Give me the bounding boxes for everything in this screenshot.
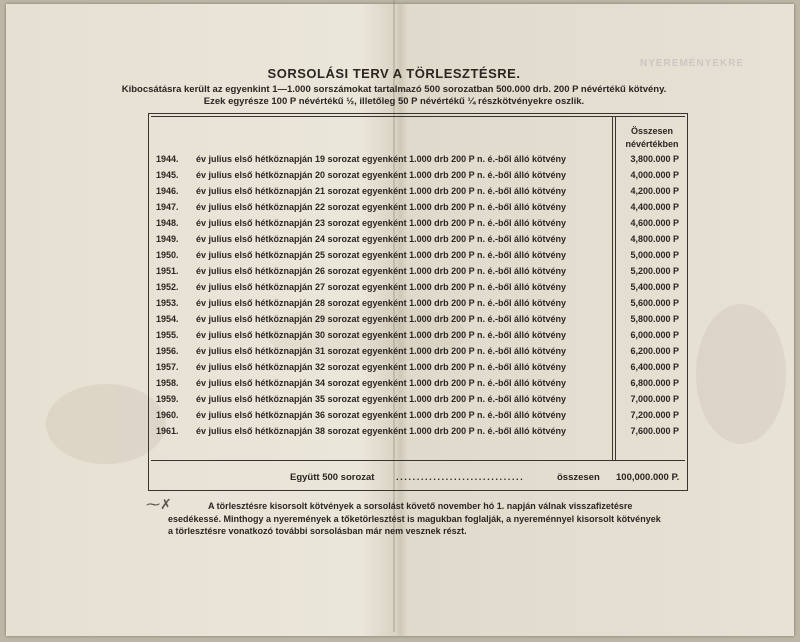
row-amount: 4,400.000 P [630, 202, 679, 212]
footnote-line-2: esedékessé. Minthogy a nyeremények a tőketörlesztést is magukban foglalják, a nyereménnyel kisorsolt kötvények [168, 513, 661, 524]
footnote-line-3: a törlesztésre vonatkozó további sorsolásban már nem vesznek részt. [168, 526, 467, 536]
row-text: év julius első hétköznapján 21 sorozat egyenként 1.000 drb 200 P n. é.-ből álló kötvény [196, 186, 566, 196]
total-leader-dots: ............................... [396, 472, 525, 483]
total-amount: 100,000.000 P. [616, 472, 680, 483]
row-amount: 5,200.000 P [630, 266, 679, 276]
row-amount: 7,200.000 P [630, 410, 679, 420]
row-amount: 6,400.000 P [630, 362, 679, 372]
show-through-text: NYEREMÉNYEKRE [640, 58, 745, 69]
table-row [0, 410, 788, 426]
row-year: 1952. [156, 282, 179, 292]
intro-line-2: Ezek egyrésze 100 P névértékű ½, illetőleg 50 P névértékű ¼ részkötvényekre oszlik. [203, 96, 585, 107]
table-row [0, 154, 788, 170]
row-text: év julius első hétköznapján 34 sorozat egyenként 1.000 drb 200 P n. é.-ből álló kötvény [196, 378, 566, 388]
row-text: év julius első hétköznapján 23 sorozat egyenként 1.000 drb 200 P n. é.-ből álló kötvény [196, 218, 566, 228]
row-year: 1958. [156, 378, 179, 388]
row-text: év julius első hétköznapján 22 sorozat egyenként 1.000 drb 200 P n. é.-ből álló kötvény [196, 202, 566, 212]
table-row [0, 250, 788, 266]
row-amount: 4,800.000 P [630, 234, 679, 244]
footnote [168, 500, 728, 538]
row-year: 1956. [156, 346, 179, 356]
row-text: év julius első hétköznapján 26 sorozat egyenként 1.000 drb 200 P n. é.-ből álló kötvény [196, 266, 566, 276]
column-header-line-1: Összesen [630, 126, 674, 136]
row-amount: 6,800.000 P [630, 378, 679, 388]
row-text: év julius első hétköznapján 30 sorozat egyenként 1.000 drb 200 P n. é.-ből álló kötvény [196, 330, 566, 340]
row-year: 1944. [156, 154, 179, 164]
row-text: év julius első hétköznapján 32 sorozat egyenként 1.000 drb 200 P n. é.-ből álló kötvény [196, 362, 566, 372]
table-row [0, 394, 788, 410]
row-amount: 5,800.000 P [630, 314, 679, 324]
pencil-mark-icon: ⁓✗ [146, 496, 172, 512]
total-osszesen: összesen [557, 472, 600, 483]
row-year: 1949. [156, 234, 179, 244]
table-row [0, 218, 788, 234]
row-year: 1953. [156, 298, 179, 308]
row-text: év julius első hétköznapján 31 sorozat egyenként 1.000 drb 200 P n. é.-ből álló kötvény [196, 346, 566, 356]
row-amount: 6,000.000 P [630, 330, 679, 340]
row-text: év julius első hétköznapján 25 sorozat egyenként 1.000 drb 200 P n. é.-ből álló kötvény [196, 250, 566, 260]
row-year: 1948. [156, 218, 179, 228]
row-amount: 3,800.000 P [630, 154, 679, 164]
table-row [0, 234, 788, 250]
document-title: SORSOLÁSI TERV A TÖRLESZTÉSRE. [267, 66, 521, 81]
table-row [0, 330, 788, 346]
row-year: 1959. [156, 394, 179, 404]
table-row [0, 186, 788, 202]
table-row [0, 314, 788, 330]
row-amount: 5,600.000 P [630, 298, 679, 308]
row-text: év julius első hétköznapján 28 sorozat egyenként 1.000 drb 200 P n. é.-ből álló kötvény [196, 298, 566, 308]
row-text: év julius első hétköznapján 29 sorozat egyenként 1.000 drb 200 P n. é.-ből álló kötvény [196, 314, 566, 324]
row-year: 1961. [156, 426, 179, 436]
row-amount: 6,200.000 P [630, 346, 679, 356]
column-header-line-2: névértékben [625, 139, 679, 149]
row-text: év julius első hétköznapján 35 sorozat egyenként 1.000 drb 200 P n. é.-ből álló kötvény [196, 394, 566, 404]
row-amount: 7,600.000 P [630, 426, 679, 436]
row-amount: 4,000.000 P [630, 170, 679, 180]
row-year: 1960. [156, 410, 179, 420]
total-separator [151, 460, 685, 461]
row-year: 1945. [156, 170, 179, 180]
row-year: 1955. [156, 330, 179, 340]
row-text: év julius első hétköznapján 20 sorozat egyenként 1.000 drb 200 P n. é.-ből álló kötvény [196, 170, 566, 180]
row-year: 1954. [156, 314, 179, 324]
row-amount: 7,000.000 P [630, 394, 679, 404]
total-label: Együtt 500 sorozat [290, 472, 375, 483]
row-text: év julius első hétköznapján 24 sorozat egyenként 1.000 drb 200 P n. é.-ből álló kötvény [196, 234, 566, 244]
row-amount: 5,400.000 P [630, 282, 679, 292]
row-text: év julius első hétköznapján 38 sorozat egyenként 1.000 drb 200 P n. é.-ből álló kötvény [196, 426, 566, 436]
table-row [0, 282, 788, 298]
row-amount: 4,600.000 P [630, 218, 679, 228]
table-row [0, 346, 788, 362]
footnote-line-1: A törlesztésre kisorsolt kötvények a sorsolást követő november hó 1. napján válnak visszafizetésre [208, 501, 633, 511]
row-amount: 4,200.000 P [630, 186, 679, 196]
table-row [0, 170, 788, 186]
row-year: 1957. [156, 362, 179, 372]
table-row [0, 378, 788, 394]
intro-line-1: Kibocsátásra került az egyenkint 1—1.000 sorszámokat tartalmazó 500 sorozatban 500.000 drb. 200 P névértékű kötvény. [121, 84, 667, 95]
table-top-rule [151, 116, 685, 117]
row-amount: 5,000.000 P [630, 250, 679, 260]
amount-column-header [616, 125, 688, 151]
row-year: 1950. [156, 250, 179, 260]
row-year: 1947. [156, 202, 179, 212]
table-row [0, 298, 788, 314]
row-year: 1951. [156, 266, 179, 276]
table-row [0, 202, 788, 218]
table-row [0, 426, 788, 442]
row-text: év julius első hétköznapján 19 sorozat egyenként 1.000 drb 200 P n. é.-ből álló kötvény [196, 154, 566, 164]
table-row [0, 266, 788, 282]
row-text: év julius első hétköznapján 27 sorozat egyenként 1.000 drb 200 P n. é.-ből álló kötvény [196, 282, 566, 292]
row-year: 1946. [156, 186, 179, 196]
row-text: év julius első hétköznapján 36 sorozat egyenként 1.000 drb 200 P n. é.-ből álló kötvény [196, 410, 566, 420]
table-row [0, 362, 788, 378]
